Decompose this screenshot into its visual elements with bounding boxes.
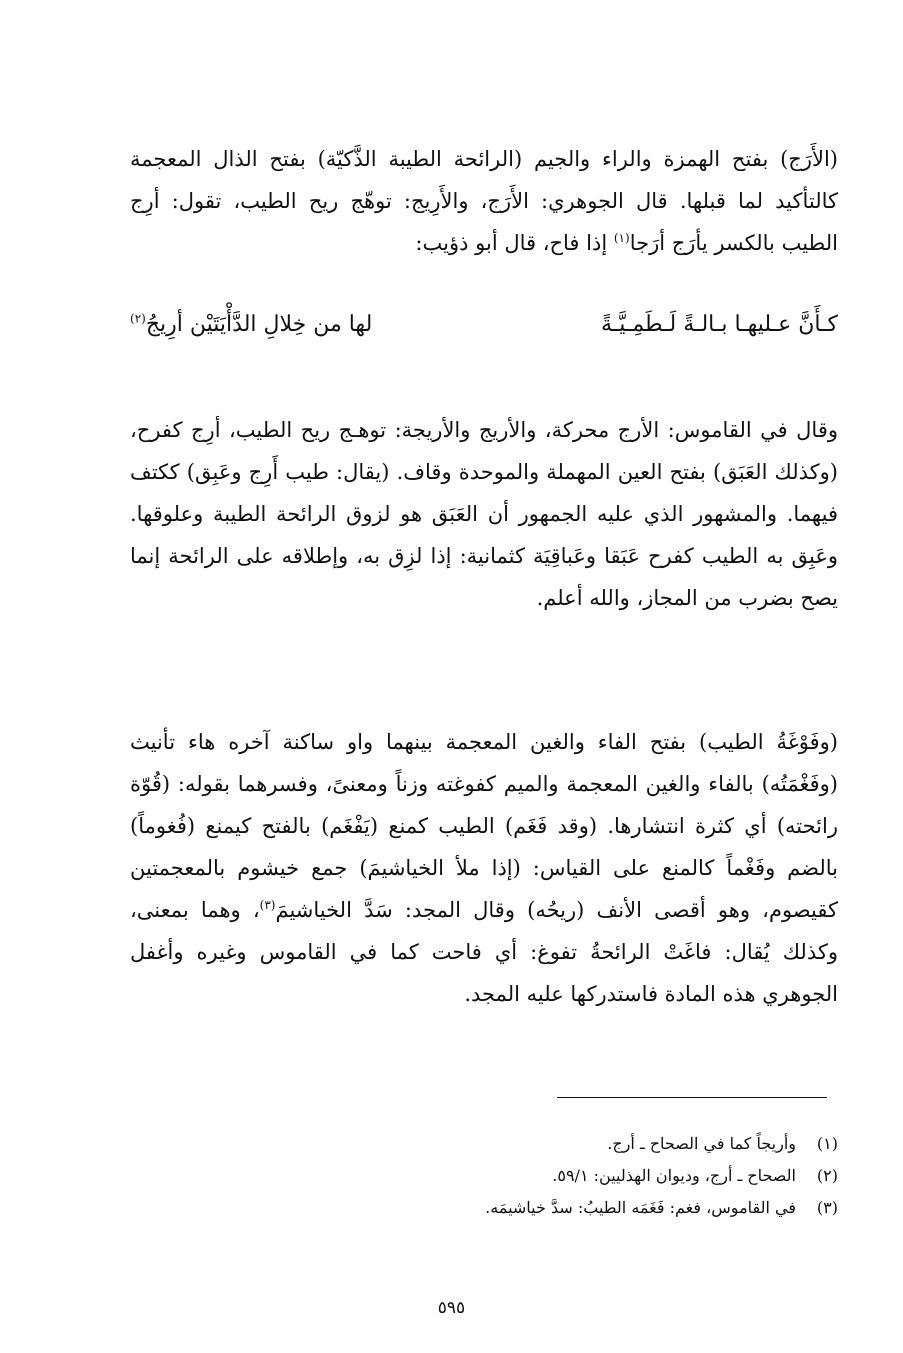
footnote-number: (٢): [816, 1166, 838, 1185]
footnote-number: (١): [816, 1134, 838, 1153]
paragraph-abaq: وقال في القاموس: الأرج محركة، والأريج والأريجة: توهـج ريح الطيب، أرِج كفرح، (وكذلك العَبَق) بفتح العين المهملة والموحدة وقاف. (يقال: طيب أَرِج وعَبِق) ككتف فيهما. والمشهور الذي عليه الجمهور أن العَبَق هو لزوق الرائحة الطيبة وعلوقها. وعَبِق به الطيب كفرح عَبَقا وعَباقِيَة كثمانية: إذا لزِق به، وإطلاقه على الرائحة إنما يصح بضرب من المجاز، والله أعلم.: [130, 418, 838, 610]
poem-verse: [130, 303, 838, 347]
footnote-1: [130, 1128, 838, 1160]
paragraph-fawgha: [130, 721, 838, 1015]
footnote-divider: [557, 1097, 827, 1098]
footnote-ref-3: (٣): [259, 898, 276, 912]
footnote-text: في القاموس، فغم: فَغَمَه الطيبُ: سدَّ خياشيمَه.: [485, 1198, 796, 1217]
footnote-text: الصحاح ـ أرج، وديوان الهذليين: ٥٩/١.: [552, 1166, 796, 1185]
paragraph-arj-text-end: إذا فاح، قال أبو ذؤيب:: [415, 231, 614, 255]
paragraph-arj-text: (الأَرَج) بفتح الهمزة والراء والجيم (الرائحة الطيبة الذَّكيّة) بفتح الذال المعجمة كالتأكيد لما قبلها. قال الجوهري: الأَرَج، والأَرِيج: توهّج ريح الطيب، تقول: أرِج الطيب بالكسر يأرَج أرَجا: [130, 147, 838, 255]
page-number: ٥٩٥: [437, 1298, 466, 1318]
footnote-2: [130, 1160, 838, 1192]
verse-second-hemistich-text: لها من خِلالِ الدَّأْيَتَيْن أرِيجُ: [145, 312, 373, 337]
footnote-ref-1: (١): [613, 231, 630, 245]
footnote-3: [130, 1192, 838, 1224]
footnote-ref-2: (٢): [130, 311, 146, 326]
footnote-number: (٣): [816, 1198, 838, 1217]
paragraph-arj: [130, 138, 838, 264]
footnotes: [130, 1128, 838, 1224]
footnote-text: وأريجاً كما في الصحاح ـ أرج.: [607, 1134, 796, 1153]
verse-first-hemistich: كـأَنَّ عـليهـا بـالـةً لَـطَمِـيَّـةً: [601, 312, 838, 337]
verse-second-hemistich: [130, 303, 372, 347]
paragraph-fawgha-text-end: ، وهما بمعنى، وكذلك يُقال: فاغَتْ الرائحةُ تفوغ: أي فاحت كما في القاموس وغيره وأغفل الجوهري هذه المادة فاستدركها عليه المجد.: [130, 898, 838, 1006]
paragraph-fawgha-text: (وفَوْغَةُ الطيب) بفتح الفاء والغين المعجمة بينهما واو ساكنة آخره هاء تأنيث (وفَغْمَتُه) بالفاء والغين المعجمة والميم كفوغته وزناً ومعنىً، وفسرهما بقوله: (قُوّة رائحته) أي كثرة انتشارها. (وقد فَغَم) الطيب كمنع (يَفْغَم) بالفتح كيمنع (فُغوماً) بالضم وفَغْماً كالمنع على القياس: (إذا ملأ الخياشيمَ) جمع خيشوم بالمعجمتين كقيصوم، وهو أقصى الأنف (ريحُه) وقال المجد: سَدَّ الخياشيمَ: [130, 730, 838, 922]
